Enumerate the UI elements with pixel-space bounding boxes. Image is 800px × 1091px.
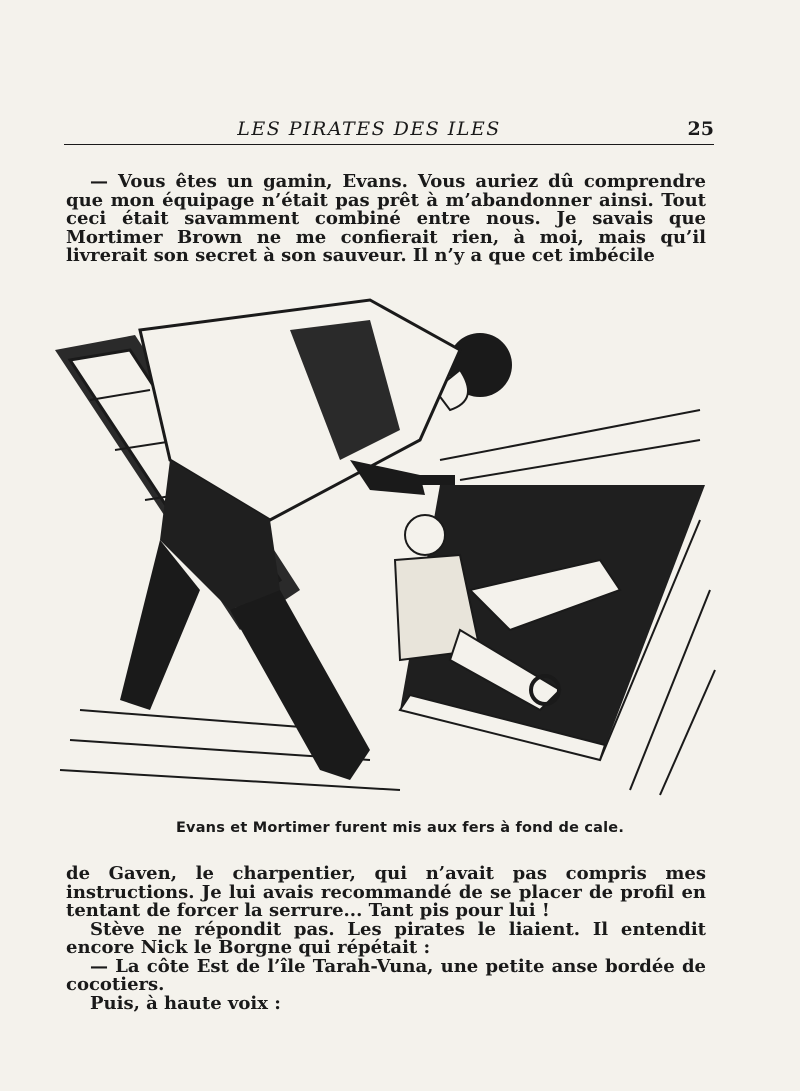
paragraph: — La côte Est de l’île Tarah-Vuna, une petite anse bordée de cocotiers. xyxy=(66,955,706,995)
top-text-block xyxy=(66,173,706,266)
paragraph: Stève ne répondit pas. Les pirates le liaient. Il entendit encore Nick le Borgne qui répétait : xyxy=(66,918,706,958)
paragraph: Puis, à haute voix : xyxy=(90,992,281,1014)
paragraph: — Vous êtes un gamin, Evans. Vous auriez dû comprendre que mon équipage n’était pas prêt à m’abandonner ainsi. Tout ceci était savamment combiné entre nous. Je savais que Mortimer Brown ne me confierait rien, à moi, mais qu’il livrerait son secret à son sauveur. Il n’y a que cet imbécile xyxy=(66,171,706,266)
illustration xyxy=(40,290,720,810)
paragraph: de Gaven, le charpentier, qui n’avait pas compris mes instructions. Je lui avais recommandé de se placer de profil en tentant de forcer la serrure... Tant pis pour lui ! xyxy=(66,863,706,921)
bottom-text-block xyxy=(66,865,706,1013)
running-title: LES PIRATES DES ILES xyxy=(237,118,501,140)
illustration-caption: Evans et Mortimer furent mis aux fers à fond de cale. xyxy=(175,820,625,836)
page-number: 25 xyxy=(687,118,714,140)
page-header xyxy=(64,118,714,145)
